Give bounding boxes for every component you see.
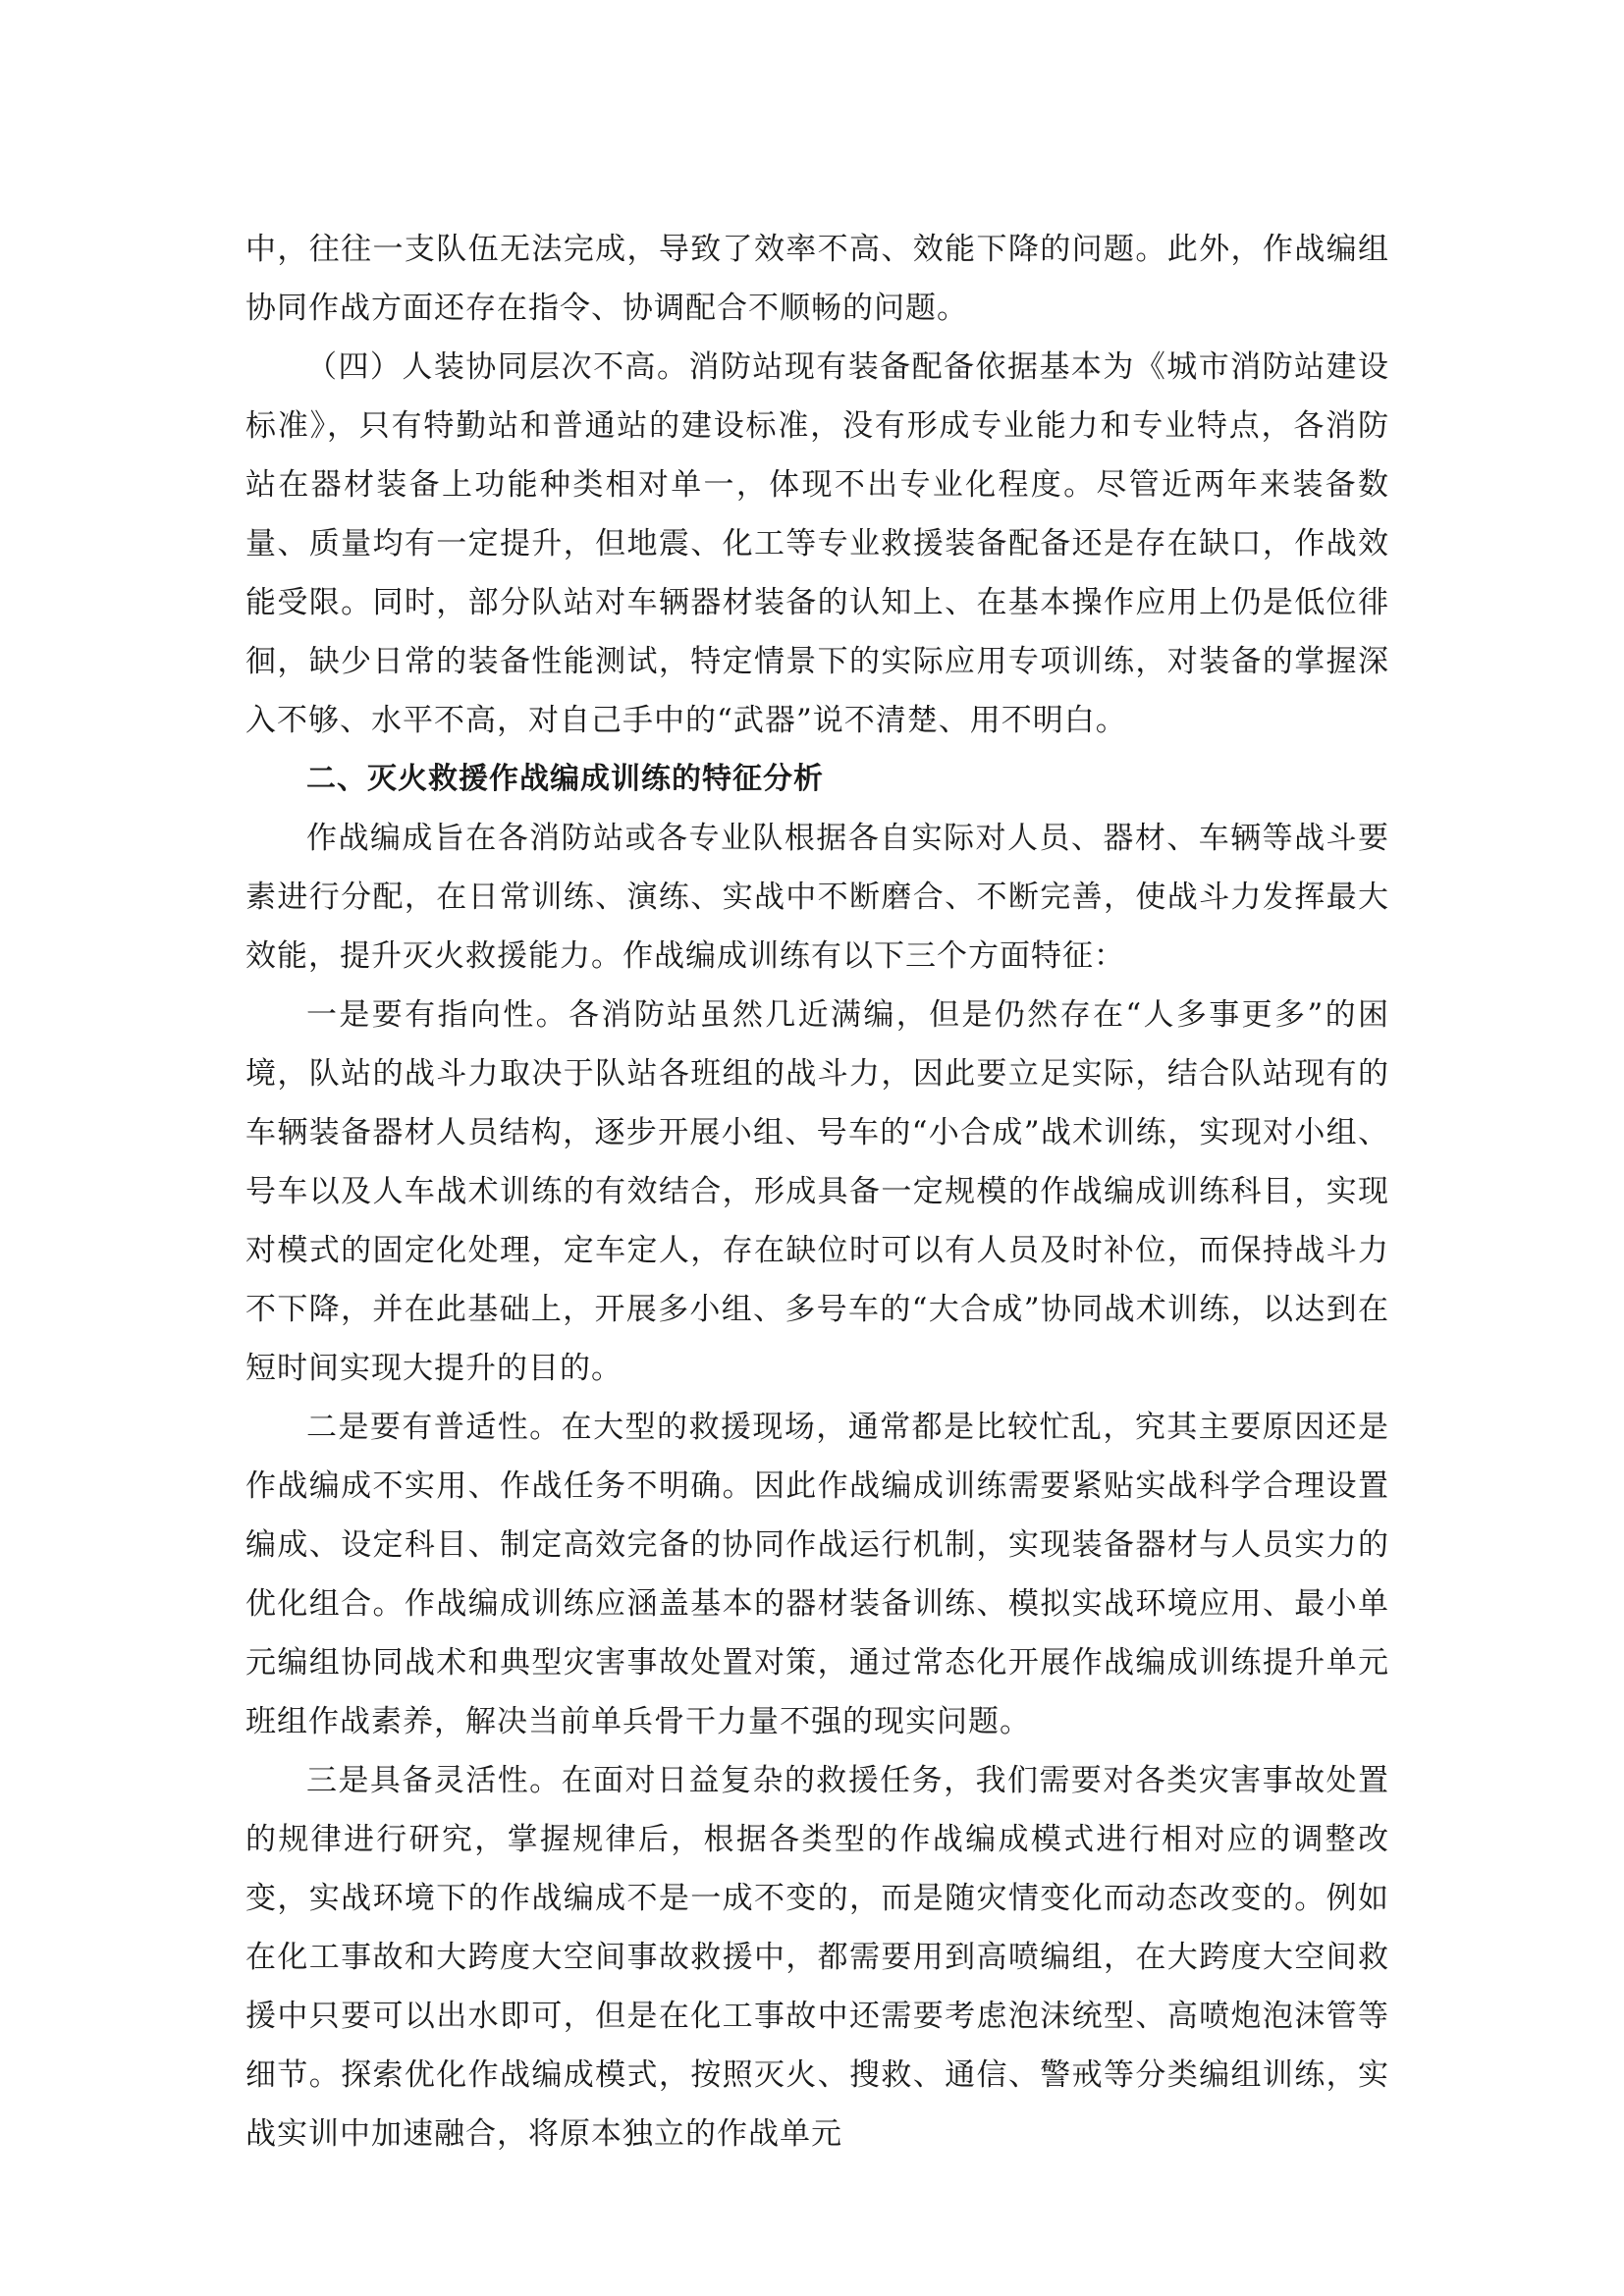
paragraph-intro-features: 作战编成旨在各消防站或各专业队根据各自实际对人员、器材、车辆等战斗要素进行分配，在日常训练、演练、实战中不断磨合、不断完善，使战斗力发挥最大效能，提升灭火救援能力。作战编成训练有以下三个方面特征： (245, 821, 1389, 974)
paragraph-feature-directivity: 一是要有指向性。各消防站虽然几近满编，但是仍然存在“人多事更多”的困境，队站的战斗力取决于队站各班组的战斗力，因此要立足实际，结合队站现有的车辆装备器材人员结构，逐步开展小组、号车的“小合成”战术训练，实现对小组、号车以及人车战术训练的有效结合，形成具备一定规模的作战编成训练科目，实现对模式的固定化处理，定车定人，存在缺位时可以有人员及时补位，而保持战斗力不下降，并在此基础上，开展多小组、多号车的“大合成”协同战术训练，以达到在短时间实现大提升的目的。 (245, 997, 1389, 1386)
paragraph-continuation: 中，往往一支队伍无法完成，导致了效率不高、效能下降的问题。此外，作战编组协同作战方面还存在指令、协调配合不顺畅的问题。 (245, 232, 1389, 326)
paragraph-equipment-coordination: （四）人装协同层次不高。消防站现有装备配备依据基本为《城市消防站建设标准》，只有特勤站和普通站的建设标准，没有形成专业能力和专业特点，各消防站在器材装备上功能种类相对单一，体现不出专业化程度。尽管近两年来装备数量、质量均有一定提升，但地震、化工等专业救援装备配备还是存在缺口，作战效能受限。同时，部分队站对车辆器材装备的认知上、在基本操作应用上仍是低位徘徊，缺少日常的装备性能测试，特定情景下的实际应用专项训练，对装备的掌握深入不够、水平不高，对自己手中的“武器”说不清楚、用不明白。 (245, 349, 1389, 738)
paragraph-feature-universality: 二是要有普适性。在大型的救援现场，通常都是比较忙乱，究其主要原因还是作战编成不实用、作战任务不明确。因此作战编成训练需要紧贴实战科学合理设置编成、设定科目、制定高效完备的协同作战运行机制，实现装备器材与人员实力的优化组合。作战编成训练应涵盖基本的器材装备训练、模拟实战环境应用、最小单元编组协同战术和典型灾害事故处置对策，通过常态化开展作战编成训练提升单元班组作战素养，解决当前单兵骨干力量不强的现实问题。 (245, 1410, 1389, 1739)
paragraph-feature-flexibility: 三是具备灵活性。在面对日益复杂的救援任务，我们需要对各类灾害事故处置的规律进行研究，掌握规律后，根据各类型的作战编成模式进行相对应的调整改变，实战环境下的作战编成不是一成不变的，而是随灾情变化而动态改变的。例如在化工事故和大跨度大空间事故救援中，都需要用到高喷编组，在大跨度大空间救援中只要可以出水即可，但是在化工事故中还需要考虑泡沫统型、高喷炮泡沫管等细节。探索优化作战编成模式，按照灭火、搜救、通信、警戒等分类编组训练，实战实训中加速融合，将原本独立的作战单元 (245, 1763, 1389, 2152)
section-heading-2: 二、灭火救援作战编成训练的特征分析 (306, 762, 824, 796)
document-page (245, 220, 1389, 2163)
